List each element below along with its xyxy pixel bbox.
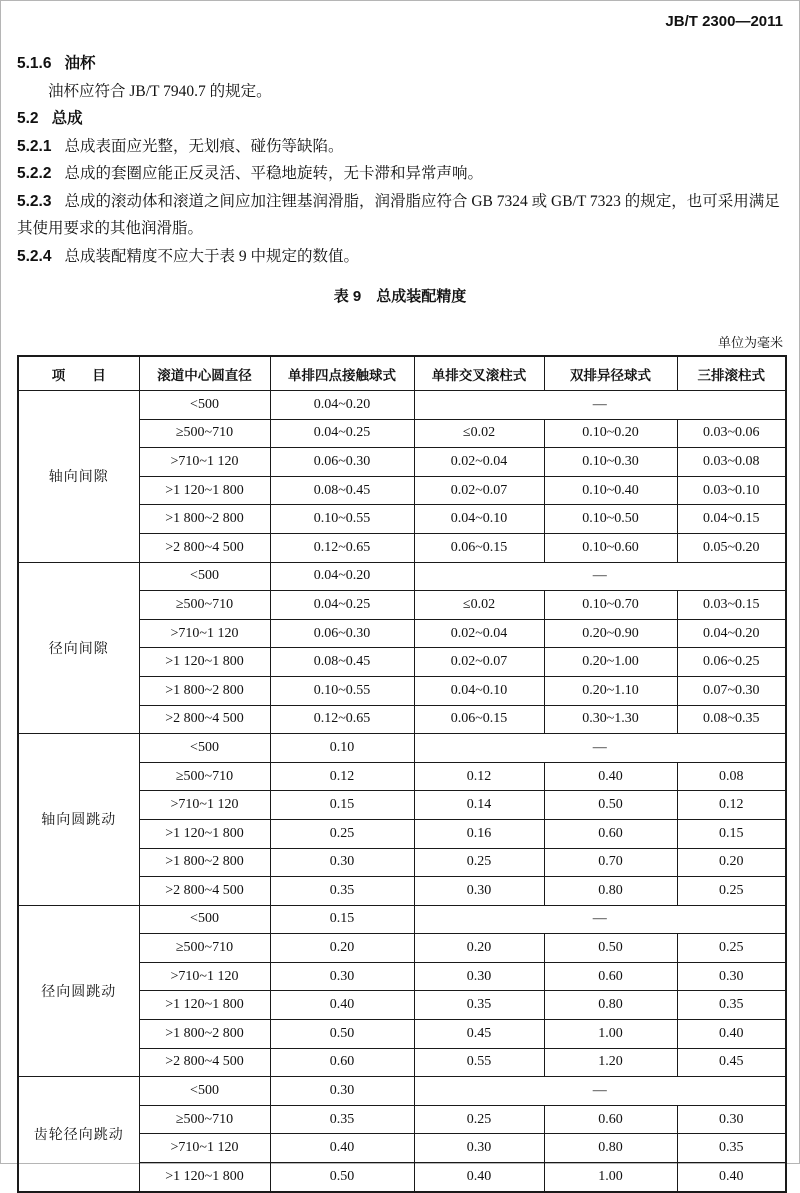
column-header: 单排四点接触球式 <box>270 356 414 391</box>
value-cell: 0.10~0.60 <box>544 533 677 562</box>
clause-text: 总成装配精度不应大于表 9 中规定的数值。 <box>64 247 359 265</box>
table-header <box>18 356 786 391</box>
value-cell: 0.30 <box>414 1134 544 1163</box>
doc-number: JB/T 2300—2011 <box>665 13 783 30</box>
value-cell: 0.50 <box>544 934 677 963</box>
value-cell: 0.04~0.15 <box>677 505 786 534</box>
diameter-cell: ≥500~710 <box>139 934 270 963</box>
clause-number: 5.2 <box>17 110 39 127</box>
value-cell: 0.30 <box>677 1105 786 1134</box>
value-cell: 0.04~0.10 <box>414 676 544 705</box>
value-cell: 0.12~0.65 <box>270 533 414 562</box>
value-cell: 0.08~0.45 <box>270 476 414 505</box>
value-cell: 0.25 <box>677 934 786 963</box>
body-text <box>17 50 783 270</box>
diameter-cell: <500 <box>139 905 270 934</box>
value-cell: 0.02~0.04 <box>414 448 544 477</box>
value-cell: 0.60 <box>270 1048 414 1077</box>
paragraph <box>17 160 783 188</box>
diameter-cell: <500 <box>139 391 270 420</box>
value-cell: 0.20 <box>414 934 544 963</box>
value-cell: 0.35 <box>677 1134 786 1163</box>
clause-number: 5.1.6 <box>17 55 52 72</box>
diameter-cell: >1 800~2 800 <box>139 1020 270 1049</box>
diameter-cell: >1 120~1 800 <box>139 819 270 848</box>
value-cell: 0.40 <box>414 1163 544 1192</box>
value-cell: 0.40 <box>270 991 414 1020</box>
value-cell: 0.03~0.08 <box>677 448 786 477</box>
value-cell: 1.20 <box>544 1048 677 1077</box>
diameter-cell: <500 <box>139 562 270 591</box>
unit-note: 单位为毫米 <box>717 335 783 350</box>
value-cell: 0.45 <box>414 1020 544 1049</box>
value-cell: 0.60 <box>544 962 677 991</box>
paragraph <box>17 78 783 106</box>
clause-number: 5.2.1 <box>17 137 52 155</box>
value-cell: 0.35 <box>414 991 544 1020</box>
diameter-cell: ≥500~710 <box>139 591 270 620</box>
diameter-cell: ≥500~710 <box>139 1105 270 1134</box>
value-cell: 0.03~0.10 <box>677 476 786 505</box>
diameter-cell: >2 800~4 500 <box>139 705 270 734</box>
table-row <box>18 905 786 934</box>
value-cell: 0.30~1.30 <box>544 705 677 734</box>
item-cell: 轴向间隙 <box>18 391 139 563</box>
value-cell: 0.20~1.10 <box>544 676 677 705</box>
item-cell: 轴向圆跳动 <box>18 734 139 906</box>
clause-number: 5.2.3 <box>17 192 52 210</box>
clause-text: 总成的套圈应能正反灵活、平稳地旋转，无卡滞和异常声响。 <box>64 165 483 182</box>
value-cell: 0.10~0.55 <box>270 505 414 534</box>
value-cell: 0.25 <box>677 877 786 906</box>
value-cell: 0.02~0.07 <box>414 648 544 677</box>
diameter-cell: >1 120~1 800 <box>139 648 270 677</box>
value-cell: 0.35 <box>677 991 786 1020</box>
value-cell: 0.40 <box>270 1134 414 1163</box>
diameter-cell: >1 800~2 800 <box>139 848 270 877</box>
clause-text: 油杯应符合 JB/T 7940.7 的规定。 <box>48 82 272 100</box>
diameter-cell: >1 120~1 800 <box>139 991 270 1020</box>
value-cell: 0.08 <box>677 762 786 791</box>
diameter-cell: >710~1 120 <box>139 619 270 648</box>
paragraph <box>17 133 783 161</box>
value-cell: 0.25 <box>270 819 414 848</box>
merged-dash-cell: — <box>414 1077 786 1106</box>
value-cell: 0.10~0.20 <box>544 419 677 448</box>
diameter-cell: >710~1 120 <box>139 962 270 991</box>
value-cell: 0.07~0.30 <box>677 676 786 705</box>
value-cell: 0.20~1.00 <box>544 648 677 677</box>
value-cell: 0.80 <box>544 1134 677 1163</box>
value-cell: 0.03~0.15 <box>677 591 786 620</box>
diameter-cell: >1 120~1 800 <box>139 1163 270 1192</box>
value-cell: 0.35 <box>270 1105 414 1134</box>
diameter-cell: >2 800~4 500 <box>139 877 270 906</box>
assembly-precision-table <box>17 355 787 1193</box>
value-cell: 0.10~0.40 <box>544 476 677 505</box>
value-cell: 0.60 <box>544 819 677 848</box>
value-cell: 0.30 <box>677 962 786 991</box>
table-title: 表 9 总成装配精度 <box>333 288 467 305</box>
merged-dash-cell: — <box>414 905 786 934</box>
value-cell: 0.30 <box>270 848 414 877</box>
table-row <box>18 562 786 591</box>
paragraph <box>17 243 783 271</box>
value-cell: 0.10~0.50 <box>544 505 677 534</box>
value-cell: 0.40 <box>677 1163 786 1192</box>
value-cell: 0.35 <box>270 877 414 906</box>
value-cell: 0.30 <box>270 962 414 991</box>
diameter-cell: >1 800~2 800 <box>139 505 270 534</box>
value-cell: 0.50 <box>270 1163 414 1192</box>
clause-text: 总成 <box>51 110 83 127</box>
value-cell: 0.60 <box>544 1105 677 1134</box>
value-cell: 0.03~0.06 <box>677 419 786 448</box>
value-cell: 0.20~0.90 <box>544 619 677 648</box>
value-cell: 0.20 <box>270 934 414 963</box>
value-cell: 0.20 <box>677 848 786 877</box>
value-cell: 0.16 <box>414 819 544 848</box>
column-header: 项 目 <box>18 356 139 391</box>
merged-dash-cell: — <box>414 562 786 591</box>
value-cell: 0.14 <box>414 791 544 820</box>
value-cell: 0.25 <box>414 848 544 877</box>
value-cell: 0.80 <box>544 877 677 906</box>
clause-text: 总成表面应光整，无划痕、碰伤等缺陷。 <box>64 137 344 155</box>
value-cell: 0.04~0.10 <box>414 505 544 534</box>
value-cell: 1.00 <box>544 1163 677 1192</box>
column-header: 单排交叉滚柱式 <box>414 356 544 391</box>
diameter-cell: >710~1 120 <box>139 448 270 477</box>
clause-number: 5.2.2 <box>17 165 52 182</box>
diameter-cell: <500 <box>139 1077 270 1106</box>
value-cell: 0.10~0.30 <box>544 448 677 477</box>
value-cell: 0.30 <box>270 1077 414 1106</box>
diameter-cell: >710~1 120 <box>139 791 270 820</box>
value-cell: 0.12 <box>270 762 414 791</box>
table-row <box>18 391 786 420</box>
value-cell: 0.10 <box>270 734 414 763</box>
item-cell: 齿轮径向跳动 <box>18 1077 139 1192</box>
value-cell: 0.06~0.15 <box>414 533 544 562</box>
diameter-cell: >2 800~4 500 <box>139 1048 270 1077</box>
diameter-cell: >1 120~1 800 <box>139 476 270 505</box>
value-cell: 0.30 <box>414 877 544 906</box>
clause-text: 总成的滚动体和滚道之间应加注锂基润滑脂，润滑脂应符合 GB 7324 或 GB/T 7323 的规定，也可采用满足其使用要求的其他润滑脂。 <box>17 192 780 237</box>
table-body <box>18 391 786 1192</box>
value-cell: 0.10~0.70 <box>544 591 677 620</box>
value-cell: 0.04~0.25 <box>270 419 414 448</box>
diameter-cell: >710~1 120 <box>139 1134 270 1163</box>
column-header: 双排异径球式 <box>544 356 677 391</box>
value-cell: 0.40 <box>677 1020 786 1049</box>
column-header: 三排滚柱式 <box>677 356 786 391</box>
item-cell: 径向圆跳动 <box>18 905 139 1077</box>
value-cell: 0.45 <box>677 1048 786 1077</box>
section-heading <box>17 50 783 78</box>
diameter-cell: <500 <box>139 734 270 763</box>
header-row <box>18 356 786 391</box>
value-cell: 0.12~0.65 <box>270 705 414 734</box>
table-row <box>18 734 786 763</box>
value-cell: 0.30 <box>414 962 544 991</box>
column-header: 滚道中心圆直径 <box>139 356 270 391</box>
value-cell: 0.06~0.25 <box>677 648 786 677</box>
value-cell: 0.15 <box>270 791 414 820</box>
item-cell: 径向间隙 <box>18 562 139 734</box>
table-row <box>18 1077 786 1106</box>
value-cell: 0.15 <box>270 905 414 934</box>
value-cell: 0.80 <box>544 991 677 1020</box>
value-cell: ≤0.02 <box>414 419 544 448</box>
value-cell: 0.04~0.20 <box>270 391 414 420</box>
diameter-cell: ≥500~710 <box>139 419 270 448</box>
value-cell: 0.25 <box>414 1105 544 1134</box>
merged-dash-cell: — <box>414 391 786 420</box>
value-cell: 0.70 <box>544 848 677 877</box>
diameter-cell: ≥500~710 <box>139 762 270 791</box>
value-cell: 0.55 <box>414 1048 544 1077</box>
value-cell: 0.02~0.04 <box>414 619 544 648</box>
clause-number: 5.2.4 <box>17 247 52 265</box>
value-cell: 0.50 <box>270 1020 414 1049</box>
value-cell: 0.06~0.30 <box>270 448 414 477</box>
value-cell: 0.08~0.35 <box>677 705 786 734</box>
value-cell: 0.15 <box>677 819 786 848</box>
value-cell: 0.04~0.20 <box>270 562 414 591</box>
diameter-cell: >2 800~4 500 <box>139 533 270 562</box>
value-cell: 0.05~0.20 <box>677 533 786 562</box>
paragraph <box>17 188 783 243</box>
value-cell: 0.04~0.20 <box>677 619 786 648</box>
value-cell: 0.12 <box>677 791 786 820</box>
value-cell: 1.00 <box>544 1020 677 1049</box>
value-cell: 0.50 <box>544 791 677 820</box>
section-heading <box>17 105 783 133</box>
value-cell: 0.02~0.07 <box>414 476 544 505</box>
value-cell: 0.06~0.15 <box>414 705 544 734</box>
value-cell: ≤0.02 <box>414 591 544 620</box>
value-cell: 0.06~0.30 <box>270 619 414 648</box>
value-cell: 0.40 <box>544 762 677 791</box>
value-cell: 0.10~0.55 <box>270 676 414 705</box>
clause-text: 油杯 <box>64 55 96 72</box>
merged-dash-cell: — <box>414 734 786 763</box>
value-cell: 0.04~0.25 <box>270 591 414 620</box>
value-cell: 0.12 <box>414 762 544 791</box>
diameter-cell: >1 800~2 800 <box>139 676 270 705</box>
value-cell: 0.08~0.45 <box>270 648 414 677</box>
